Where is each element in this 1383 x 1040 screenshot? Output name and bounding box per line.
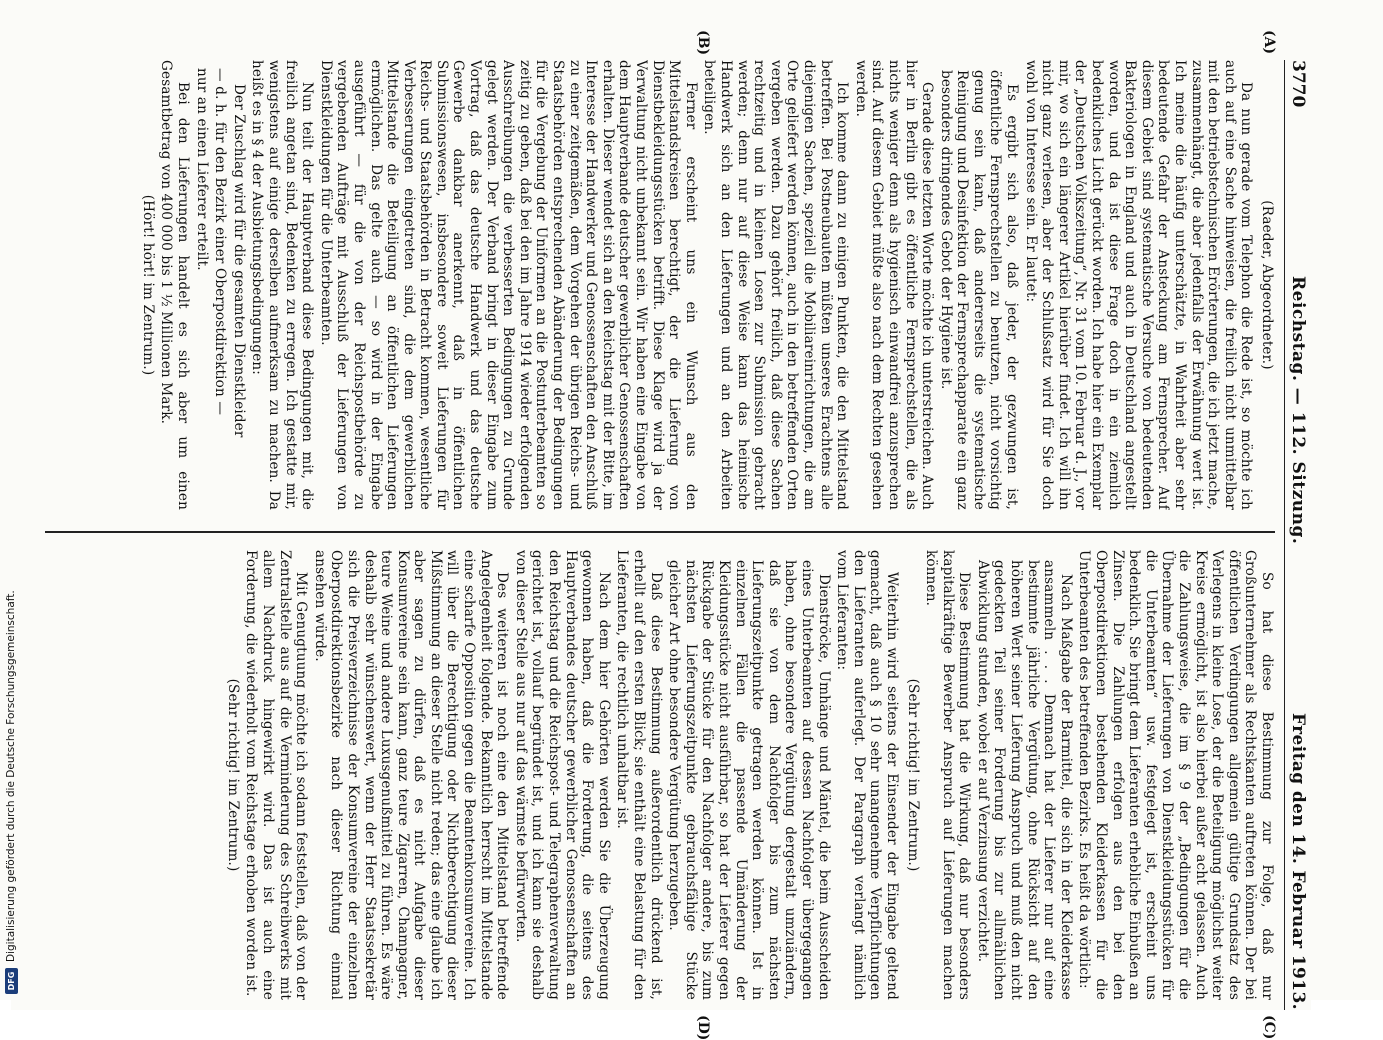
quotation: Dienströcke, Umhänge und Mäntel, die beim Ausscheiden eines Unterbeamten auf dessen Nachfolger übergegangen haben, ohne besondere Vergütung dergestalt umzuändern, daß sie von dem Nachfolger bis zum nächsten Lieferungszeitpunkte getragen werden können. Ist in einzelnen Fällen die passende Umänderung der Kleidungsstücke nicht ausführbar, so hat der Lieferer gegen Rückgabe der Stücke für den Nachfolger andere, bis zum nächsten Lieferungszeitpunkte gebrauchsfähige Stücke gleicher Art ohne besondere Vergütung herzugeben. [666, 560, 832, 1000]
dfg-logo-icon: DFG [5, 968, 18, 994]
column-divider [45, 531, 1275, 533]
paragraph: Des weiteren ist noch eine den Mittelstand betreffende Angelegenheit folgende. Bekanntlich herrscht im Mittelstande eine scharfe Opposition gegen die Beamtenkonsumvereine. Ich will über die Berechtigung oder Nichtberechtigung dieser Mißstimmung an dieser Stelle nicht reden; das eine glaube ich aber sagen zu dürfen, daß es nicht Aufgabe dieser Konsumvereine sein kann, ganz teure Zigarren, Champagner, teure Weine und andere Luxusgenußmittel zu führen. Es wäre deshalb sehr wünschenswert, wenn der Herr Staatssekretär sich die Preisverzeichnisse der Konsumvereine der einzelnen Oberpostdirektionsbezirke nach dieser Richtung einmal ansehen würde. [311, 550, 511, 1000]
running-title: Reichstag. — 112. Sitzung. [1288, 276, 1308, 545]
margin-mark-b: (B) [695, 30, 711, 56]
quotation-dash-item: — d. h. für den Bezirk einer Oberpostdirektion — [212, 68, 229, 416]
page-number: 3770 [1288, 60, 1308, 108]
right-column [35, 550, 1275, 1000]
paragraph: Nach dem hier Gehörten werden Sie die Überzeugung gewonnen haben, daß die Forderung, die seitens des Hauptverbandes deutscher gewerblicher Genossenschaften an den Reichstag und die Reichspost- und Telegraphenverwaltung gerichtet ist, vollauf begründet ist, und ich kann sie deshalb von dieser Stelle aus nur auf das wärmste befürworten. [512, 550, 612, 1000]
paragraph: Da nun gerade vom Telephon die Rede ist, so möchte ich auch auf eine Sache hinweisen, die freilich nicht unmittelbar mit den betriebstechnischen Erörterungen, die ich jetzt mache, zusammenhängt, die aber jedenfalls der Erwähnung wert ist. Ich meine die häufig unterschätzte, in Wahrheit aber sehr bedeutende Gefahr der Ansteckung am Fernsprecher. Auf diesem Gebiet sind systematische Versuche von bedeutenden Bakteriologen in England und auch in Deutschland angestellt worden, und da ist diese Frage doch in ein ziemlich bedenkliches Licht gerückt worden. Ich habe hier ein Exemplar der „Deutschen Volkszeitung“, Nr. 31 vom 10. Februar d. J., vor mir, wo sich ein längerer Artikel hierüber findet. Ich will ihn nicht ganz verlesen, aber der Schlußsatz wird für Sie doch wohl von Interesse sein. Er lautet: [1022, 60, 1255, 510]
paragraph: Nun teilt der Hauptverband diese Bedingungen mit, die freilich angetan sind, Bedenken zu erregen. Ich gestatte mir, wenigstens auf einige derselben aufmerksam zu machen. Da heißt es in § 4 der Ausbietungsbedingungen: [249, 60, 316, 510]
page-header [1284, 60, 1311, 1010]
margin-mark-c: (C) [1261, 1015, 1277, 1040]
left-column [35, 60, 1275, 510]
audience-reaction: (Sehr richtig! im Zentrum.) [224, 678, 241, 872]
quotation-dash-item: nur an einen Lieferer erteilt. [193, 68, 210, 271]
paragraph: Ferner erscheint uns ein Wunsch aus den Mittelstandskreisen berechtigt, der die Lieferung von Dienstbekleidungsstücken betrifft. Diese Klage wird ja der Verwaltung nicht unbekannt sein. Wir haben eine Eingabe von dem Hauptverbande deutscher gewerblicher Genossenschaften erhalten. Dieser wendet sich an den Reichstag mit der Bitte, im Interesse der Handwerker und Genossenschaften den Anschluß zu einer zeitgemäßen, dem Vorgehen der übrigen Reichs- und Staatsbehörden entsprechenden Abänderung der Bedingungen für die Vergebung der Uniformen an die Postunterbeamten so zeitig zu geben, daß bei den im Jahre 1914 wieder erfolgenden Ausschreibungen die verbesserten Bedingungen zu Grunde gelegt werden. Der Verband bringt in dieser Eingabe zum Vortrag, daß das deutsche Handwerk und das deutsche Gewerbe dankbar anerkennt, daß in öffentlichen Submissionswesen, insbesondere soweit Lieferungen für Reichs- und Staatsbehörden in Betracht kommen, wesentliche Verbesserungen eingetreten sind, die dem gewerblichen Mittelstande die Beteiligung an öffentlichen Lieferungen ermöglichen. Das gelte auch — so wird in der Eingabe ausgeführt — für die von der Reichspostbehörde zu vergebenden Aufträge mit Ausschluß der Lieferungen von Dienstkleidungen für die Unterbeamten. [317, 60, 699, 510]
paragraph: So hat diese Bestimmung zur Folge, daß nur Großunternehmer als Rechtskanten auftreten können. Der bei öffentlichen Verdingungen allgemein gültige Grundsatz des Verlegens in kleine Lose, der die Beteiligung möglichst weiter Kreise ermöglicht, ist also hierbei außer acht gelassen. Auch die Zahlungsweise, die im § 9 der „Bedingungen für die Übernahme der Lieferungen von Dienstkleidungsstücken für die Unterbeamten“ usw. festgelegt ist, erscheint uns bedenklich. Sie bringt dem Lieferanten erhebliche Einbußen an Zinsen. Die Zahlungen erfolgen aus den bei den Oberpostdirektionen bestehenden Kleiderkassen für die Unterbeamten des betreffenden Bezirks. Es heißt da wörtlich: [1076, 550, 1275, 1000]
paragraph: Daß diese Bestimmung außerordentlich drückend ist, erhellt auf den ersten Blick; sie enthält eine Belastung für den Lieferanten, die rechtlich unhaltbar ist. [614, 550, 664, 1000]
paragraph: Weiterhin wird seitens der Einsender der Eingabe geltend gemacht, daß auch § 10 sehr unangenehme Verpflichtungen den Lieferanten auferlegt. Der Paragraph verlangt nämlich vom Lieferanten: [834, 550, 900, 1000]
credit-text: Digitalisierung gefördert durch die Deutsche Forschungsgemeinschaft. [5, 590, 17, 962]
paragraph: Gerade diese letzten Worte möchte ich unterstreichen. Auch hier in Berlin gibt es öffentliche Fernsprechstellen, die als nichts weniger denn als hygienisch einwandfrei anzusprechen sind. Auf diesem Gebiet müßte also nach dem Rechten gesehen werden. [852, 60, 936, 510]
audience-reaction: (Sehr richtig! im Zentrum.) [904, 678, 921, 872]
quotation: Es ergibt sich also, daß jeder, der gezwungen ist, öffentliche Fernsprechstellen zu benutzen, nicht vorsichtig genug sein kann, daß andererseits die systematische Reinigung und Desinfektion der Fernsprechapparate ein ganz besonders dringendes Gebot der Hygiene ist. [937, 70, 1021, 510]
digitization-credit [2, 4, 20, 994]
paragraph: Bei den Lieferungen handelt es sich aber um einen Gesamtbetrag von 400 000 bis 1 ½ Millionen Mark. [158, 60, 191, 510]
audience-reaction: (Hört! hört! im Zentrum.) [139, 194, 156, 376]
paragraph: Ich komme dann zu einigen Punkten, die den Mittelstand betreffen. Bei Postneubauten müßten unseres Erachtens alle diejenigen Sachen, speziell die Mobiliareinrichtungen, die am Orte geliefert werden können, auch in den betreffenden Orten vergeben werden. Dazu gehört freilich, daß diese Sachen rechtzeitig und in kleinen Losen zur Submission gebracht werden; denn nur auf diese Weise kann das heimische Handwerk sich an den Lieferungen und an den Arbeiten beteiligen. [701, 60, 851, 510]
quotation: Der Zuschlag wird für die gesamten Dienstkleider [230, 84, 247, 438]
speaker-line: (Raeder, Abgeordneter.) [1259, 200, 1275, 370]
quotation: Nach Maßgabe der Barmittel, die sich in der Kleiderkasse ansammeln . . . Demnach hat der Lieferer nur auf eine bestimmte jährliche Vergütung, ohne Rücksicht auf den höheren Wert seiner Lieferung Anspruch und muß den nicht gedeckten Teil seiner Forderung bis zur allmählichen Abwicklung stunden, wobei er auf Verzinsung verzichtet. [974, 560, 1074, 1000]
paragraph: Diese Bestimmung hat die Wirkung, daß nur besonders kapitalkräftige Bewerber Anspruch auf Lieferungen machen können. [923, 550, 973, 1000]
margin-mark-a: (A) [1261, 30, 1277, 55]
paragraph: Mit Genugtuung möchte ich sodann feststellen, daß von der Zentralstelle aus auf die Verminderung des Schreibwerks mit allem Nachdruck hingewirkt wird. Das ist auch eine Forderung, die wiederholt vom Reichstage erhoben worden ist. [243, 550, 310, 1000]
rotated-page-content [11, 30, 1311, 1040]
session-date: Freitag den 14. Februar 1913. [1288, 712, 1308, 1010]
margin-mark-d: (D) [695, 1015, 711, 1040]
